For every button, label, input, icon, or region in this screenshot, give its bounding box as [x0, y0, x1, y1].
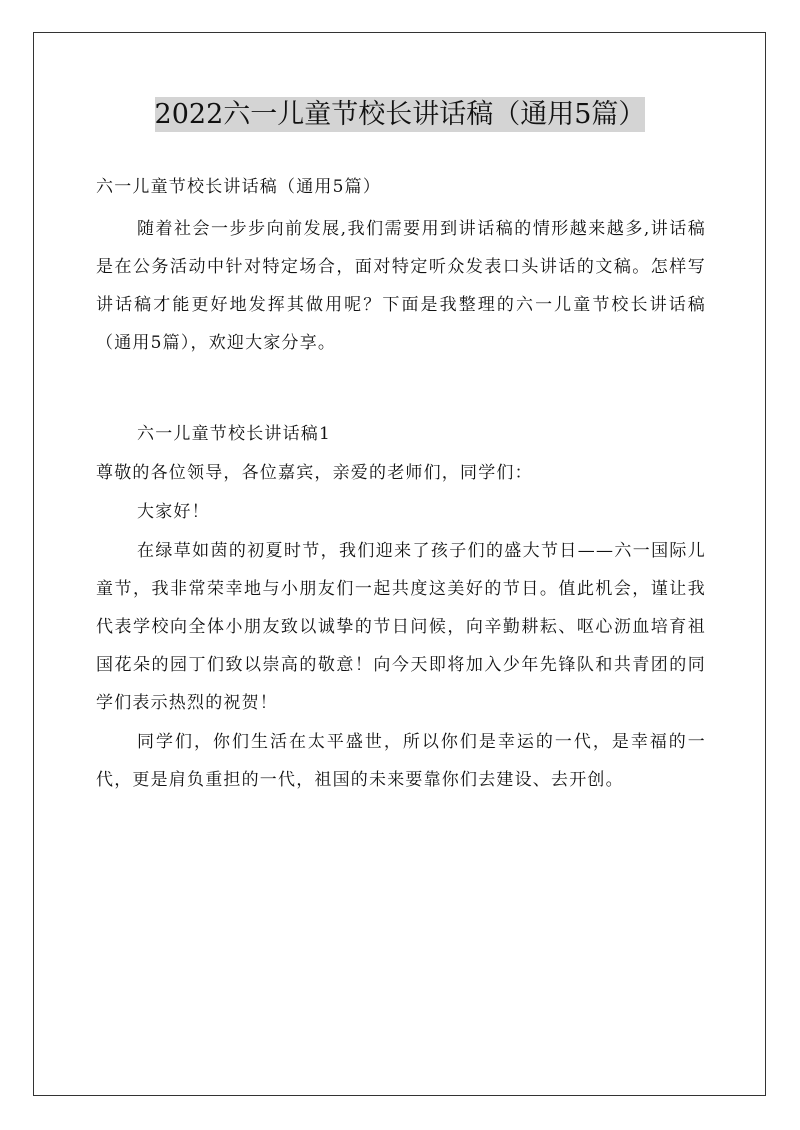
document-title	[0, 93, 800, 137]
intro-paragraph: 随着社会一步步向前发展,我们需要用到讲话稿的情形越来越多,讲话稿是在公务活动中针对特定场合，面对特定听众发表口头讲话的文稿。怎样写讲话稿才能更好地发挥其做用呢？下面是我整理的六一儿童节校长讲话稿（通用5篇），欢迎大家分享。	[96, 219, 706, 353]
speech-paragraph-1: 在绿草如茵的初夏时节，我们迎来了孩子们的盛大节日——六一国际儿童节，我非常荣幸地与小朋友们一起共度这美好的节日。值此机会，谨让我代表学校向全体小朋友致以诚挚的节日问候，向辛勤耕耘、呕心沥血培育祖国花朵的园丁们致以崇高的敬意！向今天即将加入少年先锋队和共青团的同学们表示热烈的祝贺！	[96, 541, 706, 713]
document-body	[96, 168, 706, 799]
salutation: 尊敬的各位领导，各位嘉宾，亲爱的老师们，同学们：	[96, 463, 533, 483]
speech-paragraph-2: 同学们，你们生活在太平盛世，所以你们是幸运的一代，是幸福的一代，更是肩负重担的一代，祖国的未来要靠你们去建设、去开创。	[96, 732, 706, 790]
greeting: 大家好！	[137, 502, 210, 522]
section-heading: 六一儿童节校长讲话稿1	[137, 424, 332, 444]
document-title-text: 2022六一儿童节校长讲话稿（通用5篇）	[154, 99, 646, 130]
document-subtitle: 六一儿童节校长讲话稿（通用5篇）	[96, 177, 382, 197]
